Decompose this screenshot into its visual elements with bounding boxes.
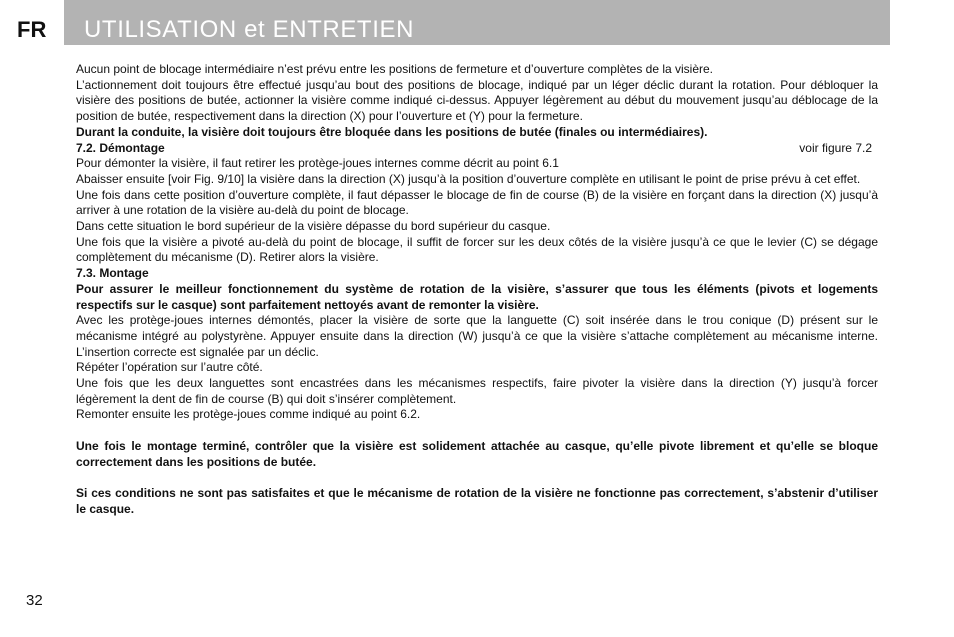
paragraph-no-intermediate-lock: Aucun point de blocage intermédiaire n’est prévu entre les positions de fermeture et d’ouverture complètes de la visière. — [76, 62, 714, 76]
paragraph-demontage-2: Abaisser ensuite [voir Fig. 9/10] la visière dans la direction (X) jusqu’à la position d’ouverture complète en utilisant le point de prise prévu à cet effet. — [76, 171, 861, 186]
page-number: 32 — [26, 592, 43, 609]
spacer — [76, 423, 878, 439]
paragraph-montage-2: Avec les protège-joues internes démontés, placer la visière de sorte que la languette (C) soit insérée dans le trou conique (D) présent sur le mécanisme intégré au polystyrène. Appuyer ensuite dans la direction (W) jusqu’à ce que la visière s’attache complètement au mécanisme interne. L’insertion correcte est signalée par un déclic. — [76, 313, 878, 359]
paragraph-driving-warning: Durant la conduite, la visière doit toujours être bloquée dans les positions de butée (finales ou intermédiaires). — [76, 124, 708, 139]
paragraph-demontage-5: Une fois que la visière a pivoté au-delà du point de blocage, il suffit de forcer sur les deux côtés de la visière jusqu’à ce que le levier (C) se dégage complètement du mécanisme (D). Retirer alors la visière. — [76, 234, 878, 265]
section-heading-7-3 — [76, 266, 878, 282]
paragraph-montage-5: Remonter ensuite les protège-joues comme indiqué au point 6.2. — [76, 407, 421, 422]
paragraph-do-not-use-warning: Si ces conditions ne sont pas satisfaites et que le mécanisme de rotation de la visière ne fonctionne pas correctement, s’abstenir d’utiliser le casque. — [76, 485, 878, 516]
section-title: UTILISATION et ENTRETIEN — [84, 16, 414, 43]
paragraph-actuation: L’actionnement doit toujours être effectué jusqu’au bout des positions de blocage, indiqué par un léger déclic durant la rotation. Pour débloquer la visière des positions de butée, actionner la visière comme indiqué ci-dessus. Appuyer légèrement au début du mouvement jusqu’au déblocage de la position de butée, respectivement dans la direction (X) pour l’ouverture et (Y) pour la fermeture. — [76, 77, 878, 124]
language-code: FR — [17, 17, 47, 42]
paragraph-demontage-3: Une fois dans cette position d’ouverture complète, il faut dépasser le blocage de fin de course (B) de la visière en forçant dans la direction (X) jusqu’à arriver à une rotation de la visière au-delà du point de blocage. — [76, 187, 878, 218]
paragraph-montage-3: Répéter l’opération sur l’autre côté. — [76, 360, 263, 375]
paragraph-montage-4: Une fois que les deux languettes sont encastrées dans les mécanismes respectifs, faire pivoter la visière dans la direction (Y) jusqu’à forcer légèrement la dent de fin de course (B) qui doit s’insérer complètement. — [76, 376, 878, 406]
body-text — [76, 62, 878, 517]
figure-reference: voir figure 7.2 — [799, 140, 872, 155]
section-heading-7-2 — [76, 141, 878, 157]
spacer — [76, 470, 878, 486]
paragraph-demontage-1: Pour démonter la visière, il faut retirer les protège-joues internes comme décrit au point 6.1 — [76, 156, 559, 171]
paragraph-final-check-warning: Une fois le montage terminé, contrôler que la visière est solidement attachée au casque, qu’elle pivote librement et qu’elle se bloque correctement dans les positions de butée. — [76, 438, 878, 469]
section-heading-demontage: 7.2. Démontage — [76, 140, 165, 155]
section-heading-montage: 7.3. Montage — [76, 266, 149, 281]
paragraph-demontage-4: Dans cette situation le bord supérieur de la visière dépasse du bord supérieur du casque. — [76, 219, 551, 234]
paragraph-montage-cleaning: Pour assurer le meilleur fonctionnement du système de rotation de la visière, s’assurer que tous les éléments (pivots et logements respectifs sur le casque) sont parfaitement nettoyés avant de remonter la visière. — [76, 281, 878, 312]
section-header-bar — [64, 0, 890, 45]
